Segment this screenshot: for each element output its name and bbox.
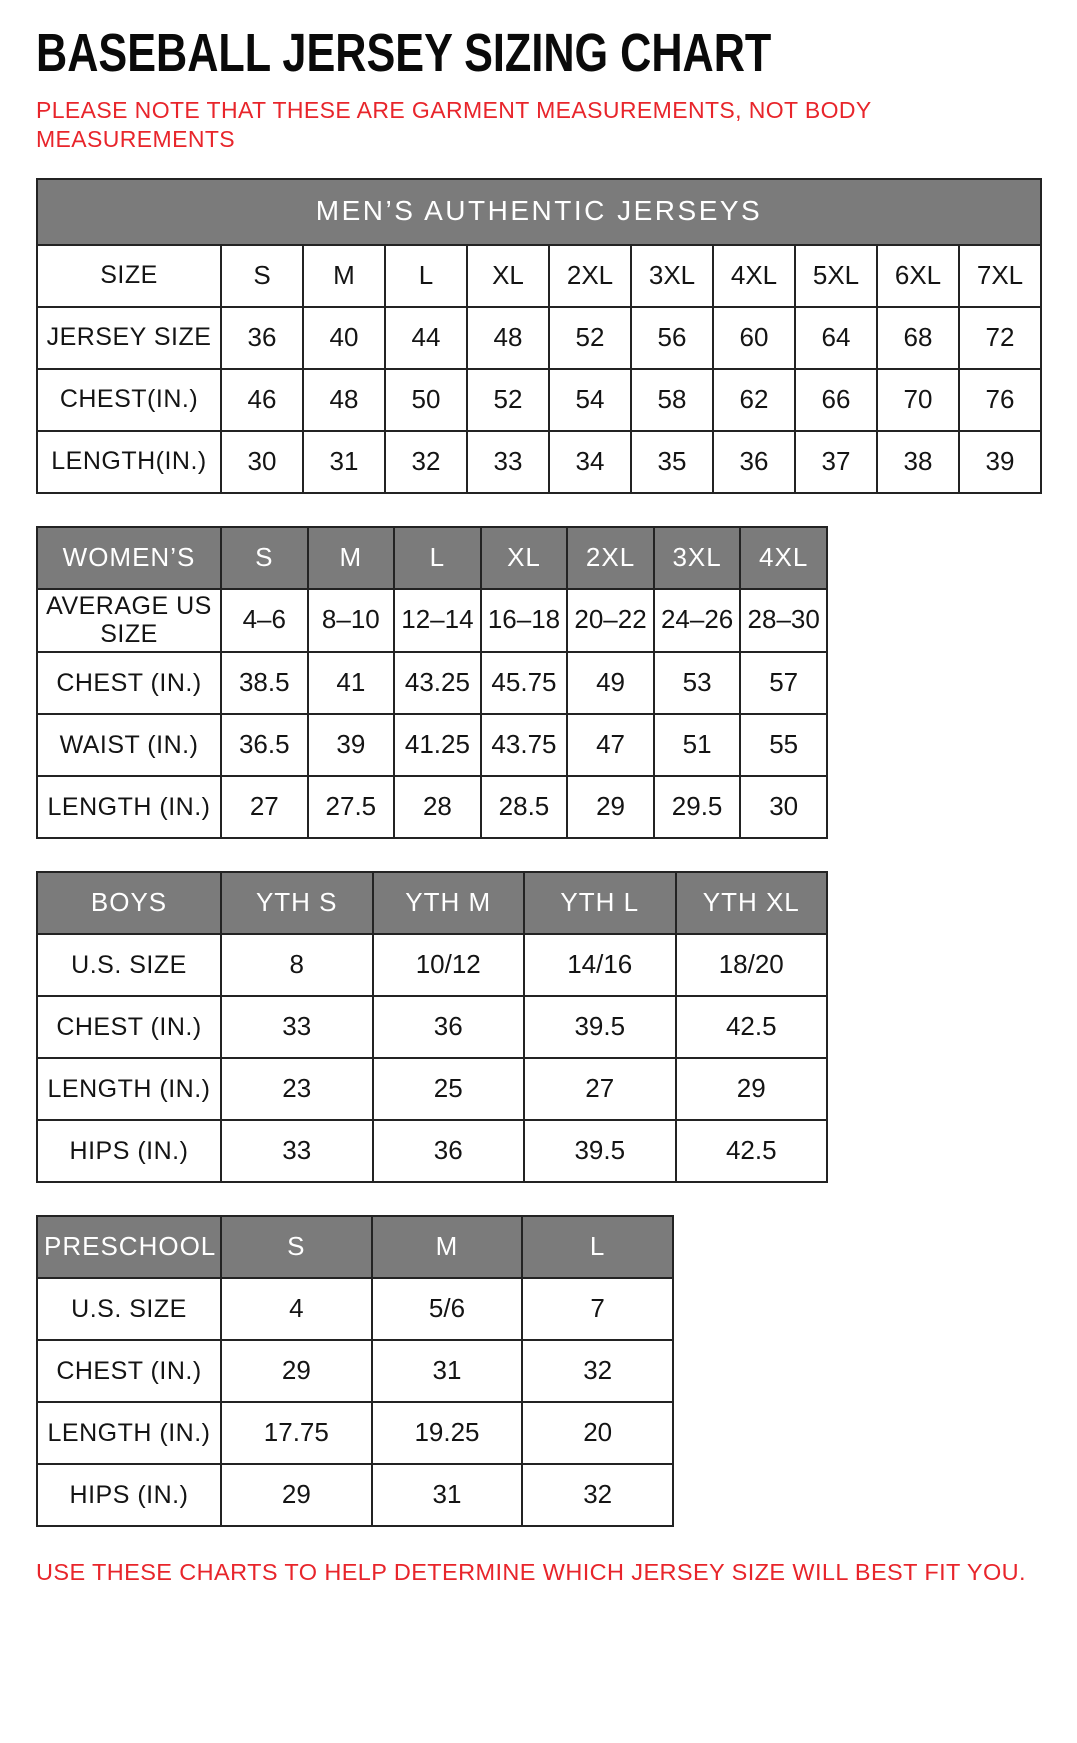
header-cell: YTH S <box>221 872 373 934</box>
data-cell: 32 <box>385 431 467 493</box>
data-cell: 31 <box>303 431 385 493</box>
header-cell: YTH XL <box>676 872 828 934</box>
row-label-cell: CHEST (IN.) <box>37 1340 221 1402</box>
table-title-cell: PRESCHOOL <box>37 1216 221 1278</box>
table-title-cell: BOYS <box>37 872 221 934</box>
row-label-cell: LENGTH (IN.) <box>37 776 221 838</box>
header-cell: 3XL <box>654 527 741 589</box>
data-cell: 42.5 <box>676 1120 828 1182</box>
data-cell: 3XL <box>631 245 713 307</box>
row-label-cell: U.S. SIZE <box>37 934 221 996</box>
data-cell: 32 <box>522 1464 673 1526</box>
row-label-cell: CHEST(IN.) <box>37 369 221 431</box>
data-cell: 31 <box>372 1340 523 1402</box>
row-label-cell: CHEST (IN.) <box>37 996 221 1058</box>
data-cell: 36 <box>221 307 303 369</box>
data-cell: 45.75 <box>481 652 568 714</box>
data-cell: L <box>385 245 467 307</box>
data-cell: 58 <box>631 369 713 431</box>
data-cell: 29 <box>676 1058 828 1120</box>
table-title-cell: WOMEN’S <box>37 527 221 589</box>
header-cell: M <box>308 527 395 589</box>
data-cell: 44 <box>385 307 467 369</box>
header-cell: XL <box>481 527 568 589</box>
data-cell: 66 <box>795 369 877 431</box>
data-cell: 39.5 <box>524 1120 676 1182</box>
row-label-cell: U.S. SIZE <box>37 1278 221 1340</box>
row-label-cell: LENGTH (IN.) <box>37 1402 221 1464</box>
data-cell: 24–26 <box>654 589 741 653</box>
data-cell: 23 <box>221 1058 373 1120</box>
table-womens <box>36 526 828 840</box>
data-cell: 48 <box>467 307 549 369</box>
data-cell: M <box>303 245 385 307</box>
data-cell: 52 <box>467 369 549 431</box>
data-cell: 47 <box>567 714 654 776</box>
data-cell: 7XL <box>959 245 1041 307</box>
row-label-cell: CHEST (IN.) <box>37 652 221 714</box>
data-cell: 10/12 <box>373 934 525 996</box>
row-label-cell: HIPS (IN.) <box>37 1464 221 1526</box>
data-cell: 38.5 <box>221 652 308 714</box>
data-cell: 35 <box>631 431 713 493</box>
row-label-cell: AVERAGE US SIZE <box>37 589 221 653</box>
data-cell: 36 <box>713 431 795 493</box>
table-mens <box>36 178 1042 494</box>
data-cell: 52 <box>549 307 631 369</box>
data-cell: 29.5 <box>654 776 741 838</box>
data-cell: 37 <box>795 431 877 493</box>
header-cell: 4XL <box>740 527 827 589</box>
data-cell: 20 <box>522 1402 673 1464</box>
data-cell: 36.5 <box>221 714 308 776</box>
data-cell: 8–10 <box>308 589 395 653</box>
table-banner: MEN’S AUTHENTIC JERSEYS <box>37 179 1041 245</box>
data-cell: 25 <box>373 1058 525 1120</box>
data-cell: 7 <box>522 1278 673 1340</box>
data-cell: 8 <box>221 934 373 996</box>
data-cell: 36 <box>373 996 525 1058</box>
data-cell: 38 <box>877 431 959 493</box>
data-cell: 20–22 <box>567 589 654 653</box>
data-cell: 14/16 <box>524 934 676 996</box>
data-cell: 34 <box>549 431 631 493</box>
table-boys <box>36 871 828 1183</box>
data-cell: 31 <box>372 1464 523 1526</box>
data-cell: 64 <box>795 307 877 369</box>
data-cell: 17.75 <box>221 1402 372 1464</box>
data-cell: S <box>221 245 303 307</box>
data-cell: 33 <box>221 996 373 1058</box>
header-cell: S <box>221 527 308 589</box>
data-cell: 55 <box>740 714 827 776</box>
data-cell: 40 <box>303 307 385 369</box>
data-cell: 56 <box>631 307 713 369</box>
data-cell: 72 <box>959 307 1041 369</box>
data-cell: 28 <box>394 776 481 838</box>
data-cell: 36 <box>373 1120 525 1182</box>
data-cell: 50 <box>385 369 467 431</box>
data-cell: 29 <box>567 776 654 838</box>
header-cell: M <box>372 1216 523 1278</box>
data-cell: 30 <box>740 776 827 838</box>
data-cell: 28–30 <box>740 589 827 653</box>
header-cell: S <box>221 1216 372 1278</box>
row-label-cell: WAIST (IN.) <box>37 714 221 776</box>
data-cell: 39 <box>308 714 395 776</box>
header-cell: L <box>522 1216 673 1278</box>
row-label-cell: SIZE <box>37 245 221 307</box>
data-cell: 41 <box>308 652 395 714</box>
data-cell: 32 <box>522 1340 673 1402</box>
data-cell: 43.75 <box>481 714 568 776</box>
data-cell: 29 <box>221 1340 372 1402</box>
header-cell: YTH L <box>524 872 676 934</box>
data-cell: 5XL <box>795 245 877 307</box>
data-cell: 27 <box>524 1058 676 1120</box>
data-cell: 12–14 <box>394 589 481 653</box>
page-title: BASEBALL JERSEY SIZING CHART <box>36 23 772 83</box>
data-cell: 27.5 <box>308 776 395 838</box>
data-cell: 30 <box>221 431 303 493</box>
header-cell: 2XL <box>567 527 654 589</box>
data-cell: 53 <box>654 652 741 714</box>
header-cell: L <box>394 527 481 589</box>
data-cell: XL <box>467 245 549 307</box>
data-cell: 42.5 <box>676 996 828 1058</box>
row-label-cell: LENGTH(IN.) <box>37 431 221 493</box>
data-cell: 68 <box>877 307 959 369</box>
data-cell: 49 <box>567 652 654 714</box>
data-cell: 18/20 <box>676 934 828 996</box>
tables-container <box>36 178 1041 1528</box>
row-label-cell: HIPS (IN.) <box>37 1120 221 1182</box>
row-label-cell: LENGTH (IN.) <box>37 1058 221 1120</box>
data-cell: 39.5 <box>524 996 676 1058</box>
measurement-note: PLEASE NOTE THAT THESE ARE GARMENT MEASUREMENTS, NOT BODY MEASUREMENTS <box>36 97 872 152</box>
data-cell: 51 <box>654 714 741 776</box>
data-cell: 43.25 <box>394 652 481 714</box>
table-preschool <box>36 1215 674 1527</box>
data-cell: 46 <box>221 369 303 431</box>
data-cell: 41.25 <box>394 714 481 776</box>
data-cell: 33 <box>221 1120 373 1182</box>
data-cell: 60 <box>713 307 795 369</box>
data-cell: 33 <box>467 431 549 493</box>
data-cell: 5/6 <box>372 1278 523 1340</box>
data-cell: 54 <box>549 369 631 431</box>
data-cell: 6XL <box>877 245 959 307</box>
footer-note: USE THESE CHARTS TO HELP DETERMINE WHICH JERSEY SIZE WILL BEST FIT YOU. <box>36 1559 1026 1585</box>
header-cell: YTH M <box>373 872 525 934</box>
data-cell: 27 <box>221 776 308 838</box>
data-cell: 28.5 <box>481 776 568 838</box>
data-cell: 76 <box>959 369 1041 431</box>
data-cell: 70 <box>877 369 959 431</box>
data-cell: 19.25 <box>372 1402 523 1464</box>
data-cell: 29 <box>221 1464 372 1526</box>
data-cell: 39 <box>959 431 1041 493</box>
data-cell: 48 <box>303 369 385 431</box>
data-cell: 2XL <box>549 245 631 307</box>
data-cell: 16–18 <box>481 589 568 653</box>
row-label-cell: JERSEY SIZE <box>37 307 221 369</box>
data-cell: 4 <box>221 1278 372 1340</box>
data-cell: 62 <box>713 369 795 431</box>
data-cell: 57 <box>740 652 827 714</box>
data-cell: 4–6 <box>221 589 308 653</box>
data-cell: 4XL <box>713 245 795 307</box>
